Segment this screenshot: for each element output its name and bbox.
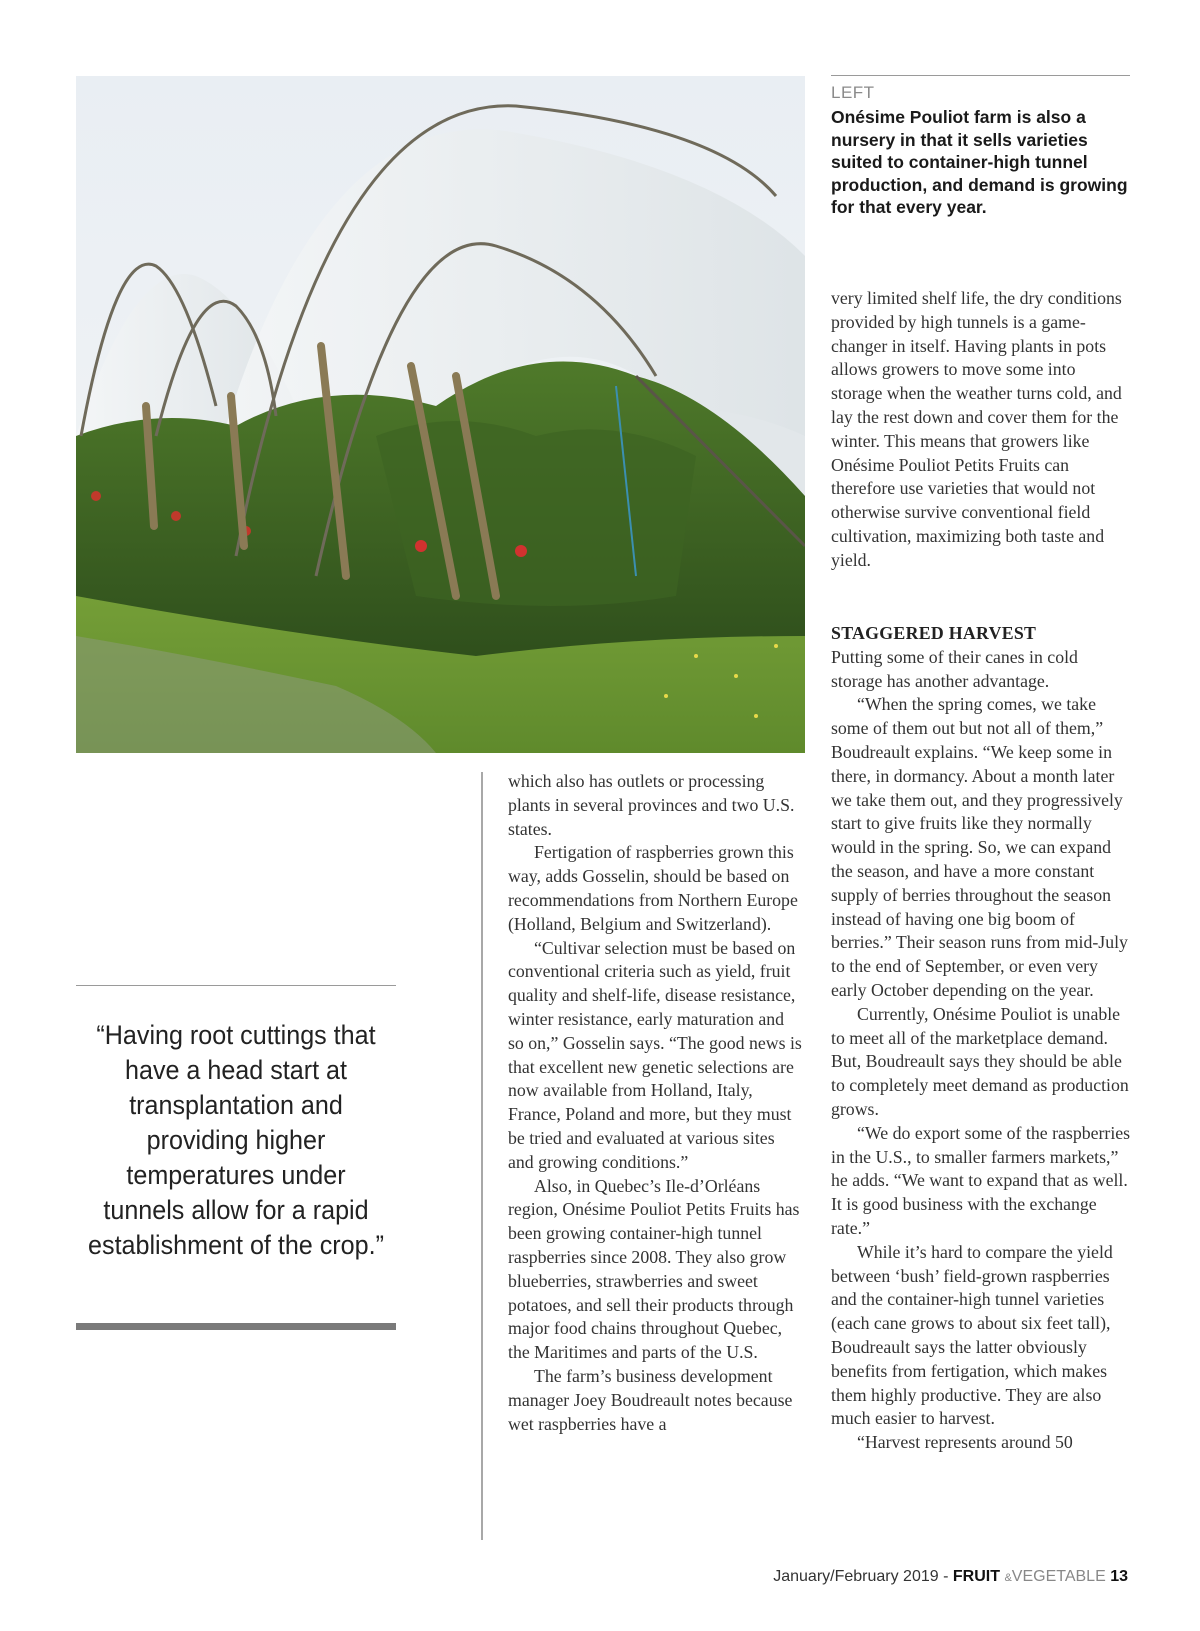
footer-brand-fruit: FRUIT	[952, 1568, 1000, 1585]
paragraph: Also, in Quebec’s Ile-d’Orléans region, Onésime Pouliot Petits Fruits has been growing container-high tunnel raspberries since 2008. They also grow blueberries, strawberries and sweet potatoes, and sell their products through major food chains throughout Quebec, the Maritimes and parts of the U.S.	[508, 1175, 800, 1363]
paragraph: Putting some of their canes in cold storage has another advantage.	[831, 646, 1078, 691]
pull-quote-top-rule	[76, 985, 396, 986]
right-column-bottom	[831, 622, 1131, 1455]
paragraph: While it’s hard to compare the yield between ‘bush’ field-grown raspberries and the container-high tunnel varieties (each cane grows to about six feet tall), Boudreault says the latter obviously benefits from fertigation, which makes them highly productive. They are also much easier to harvest.	[831, 1241, 1113, 1429]
footer-brand-vegetable: VEGETABLE	[1011, 1568, 1106, 1585]
paragraph: Fertigation of raspberries grown this way, adds Gosselin, should be based on recommendations from Northern Europe (Holland, Belgium and Switzerland).	[508, 842, 798, 934]
middle-column	[508, 770, 803, 1436]
pull-quote-bottom-rule	[76, 1323, 396, 1330]
paragraph: which also has outlets or processing plants in several provinces and two U.S. states.	[508, 771, 795, 839]
high-tunnel-raspberry-photo	[76, 76, 805, 753]
caption-rule	[831, 75, 1130, 76]
paragraph: very limited shelf life, the dry conditions provided by high tunnels is a game-changer in itself. Having plants in pots allows growers to move some into storage when the weather turns cold, and lay the rest down and cover them for the winter. This means that growers like Onésime Pouliot Petits Fruits can therefore use varieties that would not otherwise survive conventional field cultivation, maximizing both taste and yield.	[831, 288, 1122, 570]
right-column-top	[831, 287, 1131, 573]
footer-brand-amp: &	[1004, 1572, 1012, 1584]
paragraph: Currently, Onésime Pouliot is unable to meet all of the marketplace demand. But, Boudreault says they should be able to completely meet demand as production grows.	[831, 1003, 1129, 1119]
pull-quote: “Having root cuttings that have a head start at transplantation and providing higher temperatures under tunnels allow for a rapid establishment of the crop.”	[88, 1020, 384, 1260]
caption-text: Onésime Pouliot farm is also a nursery in that it sells varieties suited to container-high tunnel production, and demand is growing for that every year.	[831, 107, 1128, 217]
page-number: 13	[1110, 1568, 1128, 1585]
page-footer	[773, 1568, 1128, 1586]
paragraph: “Harvest represents around 50	[857, 1432, 1073, 1453]
section-heading: STAGGERED HARVEST	[831, 623, 1037, 643]
caption-label: LEFT	[831, 83, 875, 102]
paragraph: “When the spring comes, we take some of them out but not all of them,” Boudreault explains. “We keep some in there, in dormancy. About a month later we take them out, and they progressively start to give fruits like they normally would in the spring. So, we can expand the season, and have a more constant supply of berries throughout the season instead of having one big boom of berries.” Their season runs from mid-July to the end of September, or even very early October depending on the year.	[831, 694, 1128, 1000]
footer-issue: January/February 2019 -	[773, 1568, 953, 1585]
paragraph: The farm’s business development manager Joey Boudreault notes because wet raspberries have a	[508, 1365, 793, 1434]
paragraph: “Cultivar selection must be based on conventional criteria such as yield, fruit quality and shelf-life, disease resistance, winter resistance, early maturation and so on,” Gosselin says. “The good news is that excellent new genetic selections are now available from Holland, Italy, France, Poland and more, but they must be tried and evaluated at various sites and growing conditions.”	[508, 937, 802, 1172]
high-tunnel-raspberry-illustration	[76, 76, 805, 753]
column-divider	[481, 772, 483, 1540]
paragraph: “We do export some of the raspberries in the U.S., to smaller farmers markets,” he adds. “We want to expand that as well. It is good business with the exchange rate.”	[831, 1122, 1131, 1238]
